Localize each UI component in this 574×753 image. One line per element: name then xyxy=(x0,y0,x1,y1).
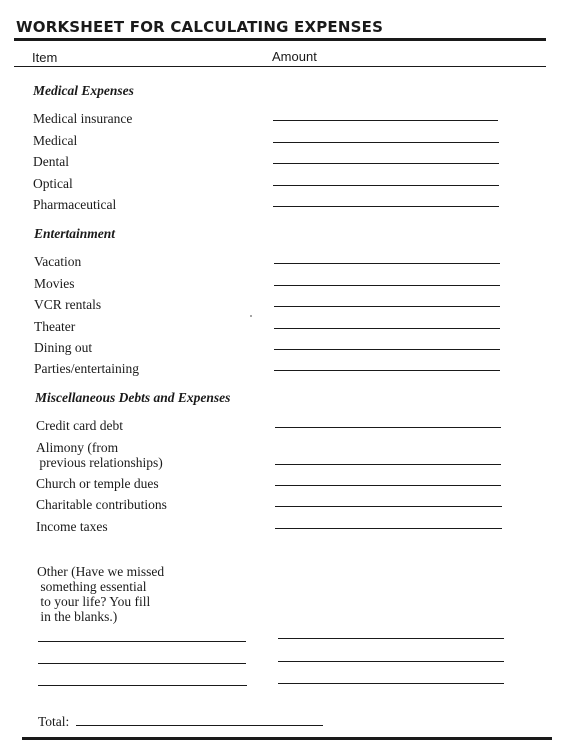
amount-blank-medical-insurance[interactable] xyxy=(273,120,498,121)
item-medical: Medical xyxy=(33,133,78,148)
amount-blank-pharmaceutical[interactable] xyxy=(273,206,499,207)
item-dining-out: Dining out xyxy=(34,340,93,355)
item-vcr-rentals: VCR rentals xyxy=(34,297,102,312)
title-rule xyxy=(14,38,546,41)
other-amount-blank-2[interactable] xyxy=(278,661,504,662)
other-item-blank-3[interactable] xyxy=(38,685,247,686)
item-theater: Theater xyxy=(34,319,76,334)
other-line-4: in the blanks.) xyxy=(37,609,118,624)
item-income-taxes: Income taxes xyxy=(36,519,108,534)
amount-blank-credit-card-debt[interactable] xyxy=(275,427,501,428)
section-heading-entertainment: Entertainment xyxy=(34,226,116,241)
amount-blank-medical[interactable] xyxy=(273,142,499,143)
item-credit-card-debt: Credit card debt xyxy=(36,418,123,433)
item-church-temple-dues: Church or temple dues xyxy=(36,476,159,491)
other-amount-blank-1[interactable] xyxy=(278,638,504,639)
item-alimony: Alimony (from xyxy=(36,440,119,455)
total-label: Total: xyxy=(38,714,70,729)
amount-blank-theater[interactable] xyxy=(274,328,500,329)
item-vacation: Vacation xyxy=(34,254,82,269)
amount-blank-church-temple-dues[interactable] xyxy=(275,485,501,486)
header-rule xyxy=(14,66,546,67)
amount-blank-income-taxes[interactable] xyxy=(275,528,502,529)
item-dental: Dental xyxy=(33,154,69,169)
item-movies: Movies xyxy=(34,276,75,291)
column-header-amount: Amount xyxy=(272,49,317,64)
amount-blank-parties-entertaining[interactable] xyxy=(274,370,500,371)
other-line-1: Other (Have we missed xyxy=(37,564,165,579)
item-alimony-cont: previous relationships) xyxy=(36,455,163,470)
item-pharmaceutical: Pharmaceutical xyxy=(33,197,117,212)
amount-blank-dental[interactable] xyxy=(273,163,499,164)
item-medical-insurance: Medical insurance xyxy=(33,111,133,126)
other-item-blank-1[interactable] xyxy=(38,641,246,642)
total-blank[interactable] xyxy=(76,725,323,726)
item-parties-entertaining: Parties/entertaining xyxy=(34,361,139,376)
other-item-blank-2[interactable] xyxy=(38,663,246,664)
amount-blank-charitable-contributions[interactable] xyxy=(275,506,502,507)
worksheet-title: WORKSHEET FOR CALCULATING EXPENSES xyxy=(16,18,384,36)
other-line-3: to your life? You fill xyxy=(37,594,151,609)
amount-blank-alimony[interactable] xyxy=(275,464,501,465)
bottom-rule xyxy=(22,737,552,740)
amount-blank-optical[interactable] xyxy=(273,185,499,186)
amount-blank-movies[interactable] xyxy=(274,285,500,286)
other-amount-blank-3[interactable] xyxy=(278,683,504,684)
item-optical: Optical xyxy=(33,176,73,191)
amount-blank-dining-out[interactable] xyxy=(274,349,500,350)
amount-blank-vacation[interactable] xyxy=(274,263,500,264)
amount-blank-vcr-rentals[interactable] xyxy=(274,306,500,307)
section-heading-medical: Medical Expenses xyxy=(33,83,134,98)
column-header-item: Item xyxy=(32,50,58,65)
other-line-2: something essential xyxy=(37,579,147,594)
item-charitable-contributions: Charitable contributions xyxy=(36,497,167,512)
section-heading-misc: Miscellaneous Debts and Expenses xyxy=(35,390,231,405)
scan-speck xyxy=(250,315,252,317)
